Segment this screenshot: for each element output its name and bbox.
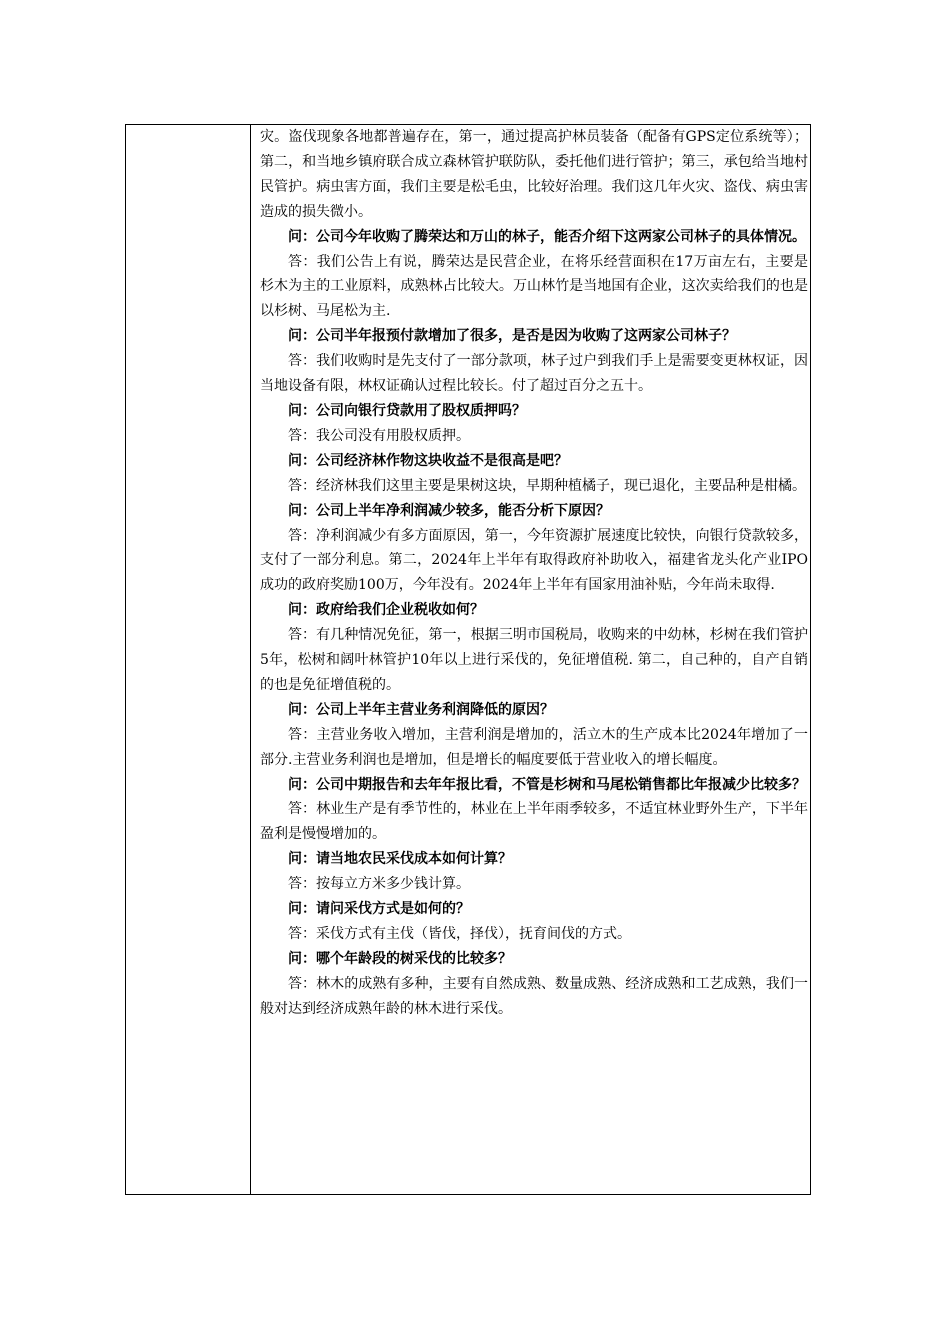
answer: 答：经济林我们这里主要是果树这块，早期种植橘子，现已退化，主要品种是柑橘。: [288, 477, 806, 494]
answer: 答：我公司没有用股权质押。: [288, 427, 470, 444]
question: 问：公司向银行贷款用了股权质押吗？: [288, 402, 526, 419]
answer: 答：有几种情况免征，第一，根据三明市国税局，收购来的中幼林，杉树在我们管护5年，松树和阔叶林管护10年以上进行采伐的，免征增值税. 第二，自己种的，自产自销的也是免征增值税的。: [260, 627, 808, 693]
question: 问：哪个年龄段的树采伐的比较多？: [288, 950, 512, 967]
paragraph-continuation: 灾。盗伐现象各地都普遍存在，第一，通过提高护林员装备（配备有GPS定位系统等）；第二，和当地乡镇府联合成立森林管护联防队，委托他们进行管护；第三，承包给当地村民管护。病虫害方面，我们主要是松毛虫，比较好治理。我们这几年火灾、盗伐、病虫害造成的损失微小。: [260, 129, 808, 220]
answer: 答：林木的成熟有多种，主要有自然成熟、数量成熟、经济成熟和工艺成熟，我们一般对达到经济成熟年龄的林木进行采伐。: [260, 975, 808, 1017]
answer: 答：我们收购时是先支付了一部分款项，林子过户到我们手上是需要变更林权证，因当地设备有限，林权证确认过程比较长。付了超过百分之五十。: [260, 353, 808, 395]
answer: 答：主营业务收入增加，主营利润是增加的，活立木的生产成本比2024年增加了一部分.主营业务利润也是增加，但是增长的幅度要低于营业收入的增长幅度。: [260, 726, 808, 768]
question: 问：公司上半年主营业务利润降低的原因？: [288, 701, 554, 718]
question: 问：公司经济林作物这块收益不是很高是吧？: [288, 452, 568, 469]
table-left-column: [126, 125, 251, 1194]
question: 问：政府给我们企业税收如何？: [288, 602, 484, 619]
answer: 答：按每立方米多少钱计算。: [288, 876, 470, 893]
question: 问：请当地农民采伐成本如何计算？: [288, 851, 512, 868]
answer: 答：净利润减少有多方面原因，第一，今年资源扩展速度比较快，向银行贷款较多，支付了一部分利息。第二，2024年上半年有取得政府补助收入，福建省龙头化产业IPO成功的政府奖励100万，今年没有。2024年上半年有国家用油补贴，今年尚未取得.: [260, 527, 808, 594]
answer: 答：我们公告上有说，腾荣达是民营企业，在将乐经营面积在17万亩左右，主要是杉木为主的工业原料，成熟林占比较大。万山林竹是当地国有企业，这次卖给我们的也是以杉树、马尾松为主.: [260, 253, 808, 320]
answer: 答：采伐方式有主伐（皆伐，择伐），抚育间伐的方式。: [288, 926, 631, 942]
document-table: [125, 124, 811, 1195]
answer: 答：林业生产是有季节性的，林业在上半年雨季较多，不适宜林业野外生产，下半年盈利是慢慢增加的。: [260, 801, 808, 843]
question: 问：公司上半年净利润减少较多，能否分析下原因？: [288, 502, 610, 519]
question: 问：公司今年收购了腾荣达和万山的林子，能否介绍下这两家公司林子的具体情况。: [288, 228, 806, 245]
question: 问：公司中期报告和去年年报比看，不管是杉树和马尾松销售都比年报减少比较多？: [288, 776, 806, 793]
question: 问：请问采伐方式是如何的？: [288, 901, 470, 918]
question: 问：公司半年报预付款增加了很多，是否是因为收购了这两家公司林子？: [288, 328, 736, 345]
table-content-cell: [260, 125, 808, 1022]
